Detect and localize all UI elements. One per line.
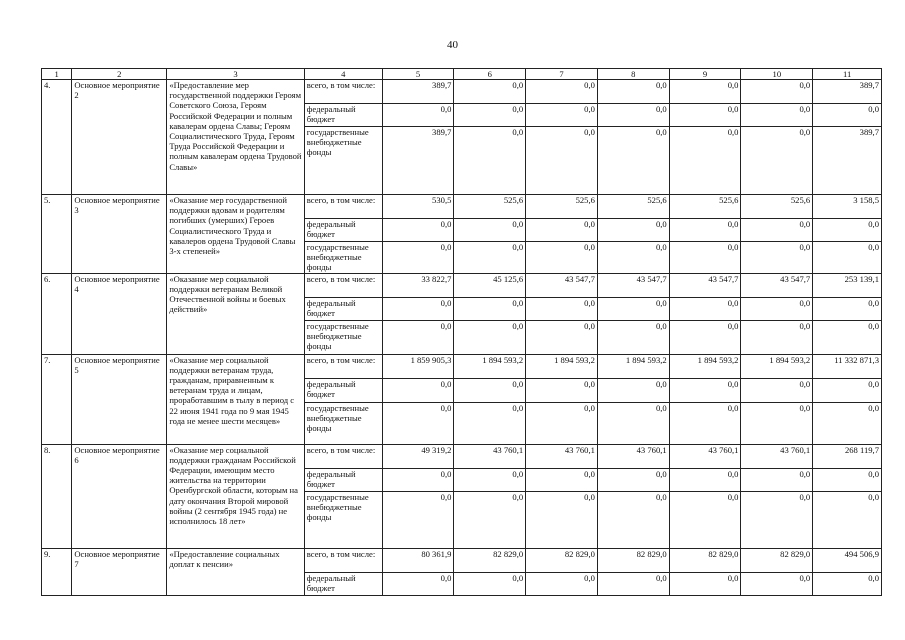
amount-cell: 0,0	[741, 80, 813, 104]
funding-source: федеральный бюджет	[304, 219, 382, 242]
amount-cell: 43 760,1	[669, 444, 741, 468]
col-header: 9	[669, 69, 741, 80]
amount-cell: 0,0	[382, 219, 454, 242]
funding-source: всего, в том числе:	[304, 273, 382, 297]
amount-cell: 0,0	[454, 80, 526, 104]
amount-cell: 3 158,5	[813, 195, 882, 219]
amount-cell: 0,0	[813, 468, 882, 491]
event-description: «Оказание мер социальной поддержки ветеранам труда, гражданам, приравненным к ветеранам труда и лицам, проработавшим в тылу в период с 22 июня 1941 года по 9 мая 1945 года не менее шести месяцев»	[167, 354, 304, 444]
col-header: 4	[304, 69, 382, 80]
amount-cell: 0,0	[669, 402, 741, 444]
amount-cell: 0,0	[382, 491, 454, 548]
amount-cell: 0,0	[454, 572, 526, 595]
amount-cell: 0,0	[669, 297, 741, 320]
amount-cell: 0,0	[454, 468, 526, 491]
row-number: 5.	[42, 195, 72, 274]
amount-cell: 268 119,7	[813, 444, 882, 468]
col-header: 10	[741, 69, 813, 80]
amount-cell: 0,0	[813, 572, 882, 595]
amount-cell: 0,0	[597, 402, 669, 444]
amount-cell: 0,0	[813, 402, 882, 444]
amount-cell: 1 894 593,2	[741, 354, 813, 378]
col-header: 2	[72, 69, 167, 80]
col-header: 6	[454, 69, 526, 80]
amount-cell: 0,0	[669, 104, 741, 127]
funding-source: федеральный бюджет	[304, 468, 382, 491]
amount-cell: 0,0	[813, 320, 882, 354]
amount-cell: 0,0	[526, 242, 598, 274]
amount-cell: 0,0	[669, 572, 741, 595]
amount-cell: 0,0	[454, 297, 526, 320]
page-number: 40	[447, 39, 458, 51]
row-number: 4.	[42, 80, 72, 195]
amount-cell: 0,0	[454, 402, 526, 444]
amount-cell: 1 859 905,3	[382, 354, 454, 378]
amount-cell: 0,0	[813, 378, 882, 402]
amount-cell: 43 547,7	[741, 273, 813, 297]
event-description: «Предоставление социальных доплат к пенсии»	[167, 548, 304, 595]
amount-cell: 82 829,0	[669, 548, 741, 572]
amount-cell: 0,0	[813, 491, 882, 548]
amount-cell: 0,0	[597, 468, 669, 491]
amount-cell: 0,0	[454, 127, 526, 195]
funding-source: федеральный бюджет	[304, 297, 382, 320]
col-header: 1	[42, 69, 72, 80]
funding-source: федеральный бюджет	[304, 572, 382, 595]
amount-cell: 0,0	[741, 491, 813, 548]
col-header: 3	[167, 69, 304, 80]
amount-cell: 0,0	[454, 219, 526, 242]
funding-source: всего, в том числе:	[304, 80, 382, 104]
table-row	[42, 80, 882, 104]
amount-cell: 82 829,0	[741, 548, 813, 572]
event-description: «Оказание мер социальной поддержки гражданам Российской Федерации, имеющим место жительства на территории Оренбургской области, которым на дату окончания Второй мировой войны (2 сентября 1945 года) не исполнилось 18 лет»	[167, 444, 304, 548]
funding-source: всего, в том числе:	[304, 444, 382, 468]
amount-cell: 0,0	[526, 572, 598, 595]
amount-cell: 0,0	[382, 468, 454, 491]
amount-cell: 43 760,1	[526, 444, 598, 468]
amount-cell: 43 760,1	[597, 444, 669, 468]
amount-cell: 0,0	[669, 468, 741, 491]
event-description: «Оказание мер государственной поддержки вдовам и родителям погибших (умерших) Героев Социалистического Труда и кавалеров ордена Трудовой Славы 3-х степеней»	[167, 195, 304, 274]
amount-cell: 0,0	[526, 402, 598, 444]
amount-cell: 0,0	[526, 80, 598, 104]
amount-cell: 0,0	[454, 378, 526, 402]
amount-cell: 0,0	[741, 242, 813, 274]
row-number: 9.	[42, 548, 72, 595]
amount-cell: 530,5	[382, 195, 454, 219]
funding-source: государственные внебюджетные фонды	[304, 242, 382, 274]
amount-cell: 525,6	[454, 195, 526, 219]
funding-source: всего, в том числе:	[304, 548, 382, 572]
amount-cell: 0,0	[741, 297, 813, 320]
amount-cell: 0,0	[454, 104, 526, 127]
amount-cell: 0,0	[382, 104, 454, 127]
amount-cell: 0,0	[597, 572, 669, 595]
amount-cell: 82 829,0	[454, 548, 526, 572]
amount-cell: 0,0	[741, 219, 813, 242]
amount-cell: 0,0	[526, 219, 598, 242]
amount-cell: 0,0	[597, 104, 669, 127]
funding-source: федеральный бюджет	[304, 104, 382, 127]
funding-source: всего, в том числе:	[304, 354, 382, 378]
amount-cell: 0,0	[597, 242, 669, 274]
amount-cell: 33 822,7	[382, 273, 454, 297]
amount-cell: 0,0	[382, 242, 454, 274]
amount-cell: 0,0	[669, 378, 741, 402]
amount-cell: 0,0	[382, 297, 454, 320]
amount-cell: 494 506,9	[813, 548, 882, 572]
col-header: 11	[813, 69, 882, 80]
amount-cell: 0,0	[669, 80, 741, 104]
amount-cell: 1 894 593,2	[526, 354, 598, 378]
amount-cell: 0,0	[597, 320, 669, 354]
amount-cell: 1 894 593,2	[669, 354, 741, 378]
amount-cell: 0,0	[454, 491, 526, 548]
col-header: 5	[382, 69, 454, 80]
amount-cell: 0,0	[741, 320, 813, 354]
amount-cell: 0,0	[813, 219, 882, 242]
amount-cell: 43 760,1	[454, 444, 526, 468]
amount-cell: 0,0	[813, 104, 882, 127]
funding-source: федеральный бюджет	[304, 378, 382, 402]
amount-cell: 49 319,2	[382, 444, 454, 468]
amount-cell: 82 829,0	[526, 548, 598, 572]
amount-cell: 0,0	[741, 378, 813, 402]
table-row	[42, 444, 882, 468]
amount-cell: 525,6	[597, 195, 669, 219]
amount-cell: 0,0	[597, 80, 669, 104]
amount-cell: 0,0	[597, 297, 669, 320]
amount-cell: 11 332 871,3	[813, 354, 882, 378]
amount-cell: 43 547,7	[597, 273, 669, 297]
row-number: 8.	[42, 444, 72, 548]
amount-cell: 43 547,7	[669, 273, 741, 297]
amount-cell: 0,0	[669, 320, 741, 354]
event-name: Основное мероприятие 7	[72, 548, 167, 595]
amount-cell: 389,7	[813, 127, 882, 195]
funding-source: всего, в том числе:	[304, 195, 382, 219]
amount-cell: 82 829,0	[597, 548, 669, 572]
amount-cell: 43 760,1	[741, 444, 813, 468]
amount-cell: 0,0	[526, 104, 598, 127]
event-name: Основное мероприятие 4	[72, 273, 167, 354]
amount-cell: 0,0	[741, 402, 813, 444]
amount-cell: 0,0	[382, 402, 454, 444]
event-description: «Оказание мер социальной поддержки ветеранам Великой Отечественной войны и боевых действий»	[167, 273, 304, 354]
amount-cell: 389,7	[382, 127, 454, 195]
amount-cell: 43 547,7	[526, 273, 598, 297]
amount-cell: 0,0	[526, 468, 598, 491]
amount-cell: 0,0	[526, 491, 598, 548]
amount-cell: 0,0	[741, 572, 813, 595]
amount-cell: 389,7	[382, 80, 454, 104]
amount-cell: 0,0	[526, 127, 598, 195]
table-row	[42, 273, 882, 297]
col-header: 8	[597, 69, 669, 80]
event-name: Основное мероприятие 3	[72, 195, 167, 274]
event-description: «Предоставление мер государственной поддержки Героям Советского Союза, Героям Российской Федерации и полным кавалерам ордена Славы; Героям Социалистического Труда, Героям Труда Российской Федерации и полным кавалерам ордена Трудовой Славы»	[167, 80, 304, 195]
amount-cell: 0,0	[669, 127, 741, 195]
amount-cell: 0,0	[454, 242, 526, 274]
table-row	[42, 548, 882, 572]
amount-cell: 525,6	[669, 195, 741, 219]
col-header: 7	[526, 69, 598, 80]
amount-cell: 0,0	[382, 378, 454, 402]
amount-cell: 0,0	[382, 572, 454, 595]
amount-cell: 0,0	[526, 297, 598, 320]
event-name: Основное мероприятие 6	[72, 444, 167, 548]
amount-cell: 1 894 593,2	[454, 354, 526, 378]
amount-cell: 45 125,6	[454, 273, 526, 297]
amount-cell: 0,0	[597, 219, 669, 242]
amount-cell: 525,6	[741, 195, 813, 219]
amount-cell: 0,0	[597, 491, 669, 548]
amount-cell: 1 894 593,2	[597, 354, 669, 378]
amount-cell: 0,0	[597, 378, 669, 402]
amount-cell: 0,0	[669, 491, 741, 548]
amount-cell: 389,7	[813, 80, 882, 104]
row-number: 7.	[42, 354, 72, 444]
amount-cell: 0,0	[597, 127, 669, 195]
amount-cell: 0,0	[741, 127, 813, 195]
funding-source: государственные внебюджетные фонды	[304, 320, 382, 354]
amount-cell: 0,0	[669, 219, 741, 242]
amount-cell: 0,0	[669, 242, 741, 274]
amount-cell: 0,0	[813, 242, 882, 274]
amount-cell: 0,0	[454, 320, 526, 354]
amount-cell: 525,6	[526, 195, 598, 219]
budget-table	[41, 68, 882, 596]
amount-cell: 0,0	[382, 320, 454, 354]
amount-cell: 0,0	[741, 104, 813, 127]
amount-cell: 80 361,9	[382, 548, 454, 572]
amount-cell: 253 139,1	[813, 273, 882, 297]
funding-source: государственные внебюджетные фонды	[304, 402, 382, 444]
event-name: Основное мероприятие 2	[72, 80, 167, 195]
amount-cell: 0,0	[526, 320, 598, 354]
header-row	[42, 69, 882, 80]
table-row	[42, 195, 882, 219]
event-name: Основное мероприятие 5	[72, 354, 167, 444]
amount-cell: 0,0	[741, 468, 813, 491]
amount-cell: 0,0	[813, 297, 882, 320]
table-row	[42, 354, 882, 378]
funding-source: государственные внебюджетные фонды	[304, 491, 382, 548]
funding-source: государственные внебюджетные фонды	[304, 127, 382, 195]
row-number: 6.	[42, 273, 72, 354]
amount-cell: 0,0	[526, 378, 598, 402]
